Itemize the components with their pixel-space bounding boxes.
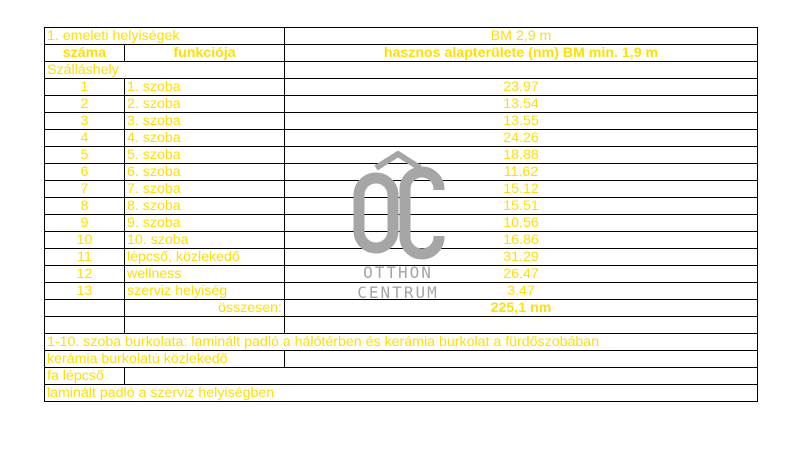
room-area: 11.62: [285, 164, 758, 181]
room-row: [45, 266, 758, 283]
group-area-empty: [285, 62, 758, 79]
room-row: [45, 130, 758, 147]
room-function: szerviz helyiség: [125, 283, 285, 300]
room-function: 8. szoba: [125, 198, 285, 215]
room-area: 13.55: [285, 113, 758, 130]
blank-cell: [285, 317, 758, 334]
room-function: 6. szoba: [125, 164, 285, 181]
room-area-table: [44, 27, 758, 402]
watermark-line-1: OTTHON: [363, 263, 433, 282]
room-row: [45, 198, 758, 215]
note-service: laminált padló a szerviz helyiségben: [45, 385, 285, 402]
room-number: 7: [45, 181, 125, 198]
room-area: 26.47: [285, 266, 758, 283]
note-row: [45, 385, 758, 402]
room-function: lépcső, közlekedő: [125, 249, 285, 266]
room-row: [45, 96, 758, 113]
note-empty-cell: [285, 351, 758, 368]
note-row: [45, 334, 758, 351]
column-header-function: funkciója: [125, 45, 285, 62]
room-area: 3.47: [285, 283, 758, 300]
watermark-line-2: CENTRUM: [357, 283, 439, 302]
room-row: [45, 79, 758, 96]
total-row: [45, 300, 758, 317]
room-function: 7. szoba: [125, 181, 285, 198]
room-rows: [45, 79, 758, 300]
column-header-number: száma: [45, 45, 125, 62]
room-row: [45, 283, 758, 300]
room-number: 5: [45, 147, 125, 164]
room-number: 4: [45, 130, 125, 147]
room-number: 8: [45, 198, 125, 215]
note-corridor: kerámia burkolatú közlekedő: [45, 351, 285, 368]
note-empty-cell: [285, 385, 758, 402]
room-function: 4. szoba: [125, 130, 285, 147]
room-number: 11: [45, 249, 125, 266]
room-function: 3. szoba: [125, 113, 285, 130]
room-number: 2: [45, 96, 125, 113]
note-empty-cell: [125, 368, 758, 385]
room-function: 9. szoba: [125, 215, 285, 232]
group-label: Szálláshely: [45, 62, 285, 79]
title-row: [45, 28, 758, 45]
room-row: [45, 215, 758, 232]
room-function: 5. szoba: [125, 147, 285, 164]
room-row: [45, 147, 758, 164]
room-area: 15.12: [285, 181, 758, 198]
room-area: 24.26: [285, 130, 758, 147]
group-row: [45, 62, 758, 79]
room-number: 6: [45, 164, 125, 181]
room-number: 13: [45, 283, 125, 300]
room-area: 15.51: [285, 198, 758, 215]
total-value: 225,1 nm: [285, 300, 758, 317]
room-function: wellness: [125, 266, 285, 283]
blank-row: [45, 317, 758, 334]
room-number: 3: [45, 113, 125, 130]
room-function: 2. szoba: [125, 96, 285, 113]
total-empty-cell: [45, 300, 125, 317]
room-row: [45, 232, 758, 249]
room-row: [45, 181, 758, 198]
column-header-area: hasznos alapterülete (nm) BM min. 1,9 m: [285, 45, 758, 62]
section-title: 1. emeleti helyiségek: [45, 28, 285, 45]
note-row: [45, 351, 758, 368]
room-area: 31.29: [285, 249, 758, 266]
room-number: 1: [45, 79, 125, 96]
room-number: 12: [45, 266, 125, 283]
room-number: 9: [45, 215, 125, 232]
room-area: 23.97: [285, 79, 758, 96]
note-row: [45, 368, 758, 385]
room-area: 13.54: [285, 96, 758, 113]
column-header-row: [45, 45, 758, 62]
room-function: 10. szoba: [125, 232, 285, 249]
room-row: [45, 164, 758, 181]
room-number: 10: [45, 232, 125, 249]
room-area: 18.88: [285, 147, 758, 164]
room-row: [45, 113, 758, 130]
blank-cell: [45, 317, 125, 334]
room-area: 16.86: [285, 232, 758, 249]
note-stairs: fa lépcső: [45, 368, 125, 385]
blank-cell: [125, 317, 285, 334]
note-flooring-rooms: 1-10. szoba burkolata: laminált padló a hálótérben és kerámia burkolat a fürdőszobában: [45, 334, 758, 351]
height-note: BM 2,9 m: [285, 28, 758, 45]
room-function: 1. szoba: [125, 79, 285, 96]
room-row: [45, 249, 758, 266]
total-label: összesen:: [125, 300, 285, 317]
room-area: 10.56: [285, 215, 758, 232]
